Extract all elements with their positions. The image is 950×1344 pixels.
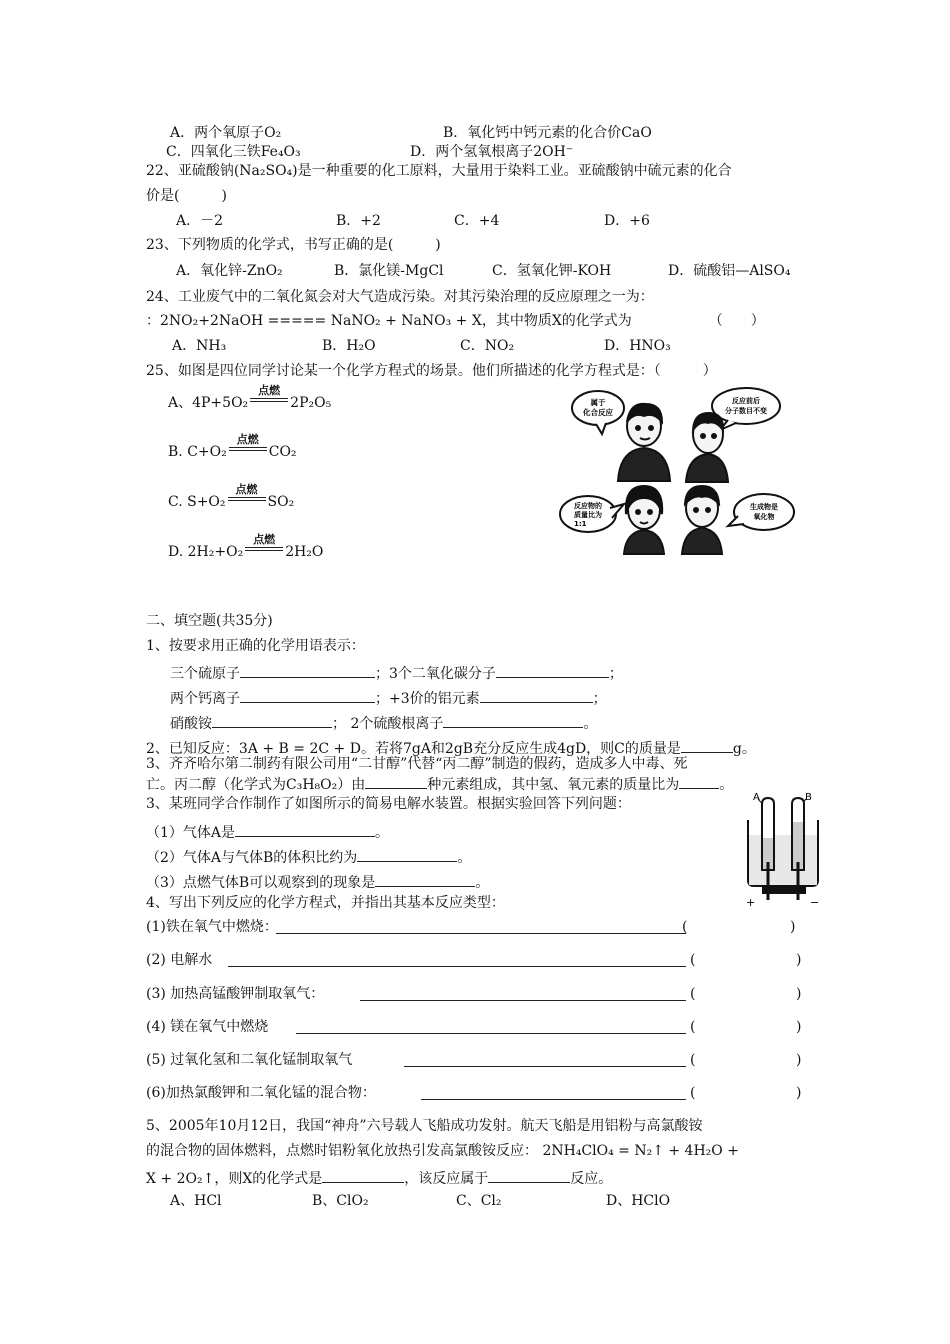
speech-bubble-2 (712, 388, 780, 424)
q25-option-b-reactants: B. C+O₂ (168, 444, 227, 460)
condition-label: 点燃 (253, 533, 276, 546)
q22-stem-line2: 价是( ) (146, 188, 227, 204)
fill-q4-item (146, 1051, 352, 1069)
q23-option-c: C．氢氧化钾-KOH (492, 263, 612, 279)
fill-q4-stem: 4、写出下列反应的化学方程式，并指出其基本反应类型： (146, 895, 505, 911)
q25-option-d (168, 533, 324, 561)
plus-terminal: + (746, 896, 756, 909)
condition-label: 点燃 (258, 384, 281, 397)
q24-option-c: C．NO₂ (460, 338, 515, 354)
fill-q5-option-a: A、HCl (170, 1193, 222, 1209)
reaction-type-close: ) (796, 986, 802, 1002)
fill-q1-end: 。 (583, 716, 598, 732)
svg-text:质量比为: 质量比为 (574, 511, 602, 519)
q25-option-b (168, 433, 297, 461)
q23-option-d: D．硫酸铝—AlSO₄ (668, 263, 791, 279)
q21-option-c: C．四氧化三铁Fe₄O₃ (166, 144, 301, 160)
reaction-type-open: ( (690, 952, 696, 968)
answer-blank[interactable] (375, 871, 475, 887)
svg-text:化合反应: 化合反应 (583, 408, 613, 417)
answer-blank[interactable] (679, 773, 719, 789)
fill-q3b-p2-label: （2）气体A与气体B的体积比约为 (146, 850, 358, 866)
fill-q3b-p1-end: 。 (375, 825, 390, 841)
fill-q1-semicolon: ； (608, 666, 623, 682)
answer-blank[interactable] (357, 846, 457, 862)
fill-q5-line1: 5、2005年10月12日，我国“神舟”六号载人飞船成功发射。航天飞船是用铝粉与高氯酸铵 (146, 1118, 703, 1134)
fill-q4-item (146, 985, 324, 1003)
q24-stem-line2: ：2NO₂+2NaOH ===== NaNO₂ + NaNO₃ + X，其中物质X的化学式为 （ ） (146, 313, 765, 329)
reaction-type-close: ) (790, 919, 796, 935)
answer-blank[interactable] (322, 1167, 404, 1183)
fill-q3a-line1: 3、齐齐哈尔第二制药有限公司用“二甘醇”代替“丙二醇”制造的假药，造成多人中毒、死 (146, 756, 688, 772)
fill-q1-d-label: ；+3价的铝元素 (375, 691, 480, 707)
q25-option-b-product: CO₂ (268, 444, 297, 460)
fill-q5-option-b: B、ClO₂ (312, 1193, 369, 1209)
students-discussion-illustration (558, 386, 798, 556)
reaction-type-close: ) (796, 1052, 802, 1068)
q22-option-b: B．+2 (336, 213, 381, 229)
student-1 (618, 404, 670, 481)
fill-q1-c-label: 两个钙离子 (170, 691, 240, 707)
q22-option-c: C．+4 (454, 213, 500, 229)
svg-text:氧化物: 氧化物 (753, 513, 775, 521)
answer-blank[interactable] (235, 821, 375, 837)
answer-blank[interactable] (496, 662, 609, 678)
student-2 (686, 413, 728, 482)
equation-blank[interactable] (421, 1084, 686, 1100)
q25-stem: 25、如图是四位同学讨论某一个化学方程式的场景。他们所描述的化学方程式是：（ ） (146, 363, 717, 379)
fill-q5-text-a: X + 2O₂↑，则X的化学式是 (146, 1171, 323, 1187)
fill-q3a-text-b: 种元素组成，其中氢、氧元素的质量比为 (427, 777, 680, 793)
q22-stem-line1: 22、亚硫酸钠(Na₂SO₄)是一种重要的化工原料，大量用于染料工业。亚硫酸钠中硫元素的化合 (146, 163, 732, 179)
q24-stem-line1: 24、工业废气中的二氧化氮会对大气造成污染。对其污染治理的反应原理之一为： (146, 289, 654, 305)
q21-option-a: A．两个氧原子O₂ (170, 125, 282, 141)
answer-blank[interactable] (480, 687, 593, 703)
fill-q3b-part1 (146, 821, 389, 842)
minus-terminal: − (810, 896, 820, 909)
q24-option-d: D．HNO₃ (604, 338, 671, 354)
fill-q5-line2: 的混合物的固体燃料，点燃时铝粉氧化放热引发高氯酸铵反应： 2NH₄ClO₄ = N₂↑ + 4H₂O + (146, 1143, 739, 1159)
fill-q5-line3 (146, 1167, 612, 1188)
fill-q4-item (146, 951, 212, 969)
fill-q4-item (146, 918, 278, 936)
fill-q5-option-d: D、HClO (606, 1193, 671, 1209)
student-3 (624, 486, 664, 554)
fill-q1-row3 (170, 712, 597, 733)
reaction-condition (245, 533, 283, 559)
fill-q5-text-c: 反应。 (570, 1171, 613, 1187)
q25-option-a-reactants: A、4P+5O₂ (168, 395, 249, 411)
equation-blank[interactable] (404, 1051, 686, 1067)
q25-option-c (168, 483, 295, 511)
fill-q1-semicolon: ； (592, 691, 607, 707)
reaction-type-open: ( (690, 1019, 696, 1035)
q24-option-b: B．H₂O (322, 338, 376, 354)
reaction-condition (228, 483, 266, 509)
answer-blank[interactable] (365, 773, 427, 789)
fill-q1-e-label: 硝酸铵 (170, 716, 212, 732)
q25-option-c-product: SO₂ (267, 494, 295, 510)
fill-q5-option-c: C、Cl₂ (456, 1193, 502, 1209)
base (762, 886, 806, 894)
reaction-type-open: ( (690, 1085, 696, 1101)
fill-q1-row2 (170, 687, 607, 708)
q23-option-b: B．氯化镁-MgCl (334, 263, 444, 279)
q25-option-a (168, 384, 332, 412)
reaction-condition (229, 433, 267, 459)
q23-option-a: A．氧化锌-ZnO₂ (176, 263, 283, 279)
q24-option-a: A．NH₃ (172, 338, 227, 354)
fill-q3b-part2 (146, 846, 471, 867)
equation-blank[interactable] (228, 951, 686, 967)
svg-text:分子数目不变: 分子数目不变 (725, 407, 767, 415)
fill-q3b-p2-end: 。 (457, 850, 472, 866)
fill-q3a-text-a: 亡。丙二醇（化学式为C₃H₈O₂）由 (146, 777, 366, 793)
q22-option-a: A．－2 (176, 213, 224, 229)
fill-q2-text: 2、已知反应：3A + B = 2C + D。若将7gA和2gB充分反应生成4gD，则C的质量是 (146, 741, 681, 757)
reaction-type-close: ) (796, 1085, 802, 1101)
reaction-type-open: ( (682, 919, 688, 935)
condition-label: 点燃 (235, 483, 258, 496)
fill-q4-item (146, 1084, 376, 1102)
equation-blank[interactable] (276, 918, 686, 934)
electrolysis-apparatus-diagram (740, 790, 825, 910)
q25-option-c-reactants: C. S+O₂ (168, 494, 226, 510)
q21-option-d: D．两个氢氧根离子2OH⁻ (410, 144, 574, 160)
fill-q3b-part3 (146, 871, 489, 892)
fill-q3b-p3-label: （3）点燃气体B可以观察到的现象是 (146, 875, 376, 891)
fill-q4-item (146, 1018, 268, 1036)
fill-q4-item-label: (6)加热氯酸钾和二氧化锰的混合物： (146, 1085, 376, 1101)
q22-option-d: D．+6 (604, 213, 650, 229)
svg-text:反应前后: 反应前后 (732, 397, 760, 405)
fill-q4-item-label: (5) 过氧化氢和二氧化锰制取氧气 (146, 1052, 353, 1068)
reaction-condition (250, 384, 288, 410)
q25-option-d-reactants: D. 2H₂+O₂ (168, 544, 244, 560)
label-a: A (753, 792, 760, 803)
condition-label: 点燃 (236, 433, 259, 446)
answer-blank[interactable] (212, 712, 332, 728)
reaction-type-open: ( (690, 986, 696, 1002)
q25-option-a-product: 2P₂O₅ (290, 395, 332, 411)
answer-blank[interactable] (240, 662, 375, 678)
fill-q3b-p1-label: （1）气体A是 (146, 825, 236, 841)
svg-text:生成物是: 生成物是 (750, 503, 778, 511)
fill-q3b-stem: 3、某班同学合作制作了如图所示的简易电解水装置。根据实验回答下列问题： (146, 796, 631, 812)
fill-q4-item-label: (1)铁在氧气中燃烧： (146, 919, 278, 935)
fill-q4-item-label: (3) 加热高锰酸钾制取氧气： (146, 986, 325, 1002)
student-4 (682, 486, 722, 554)
answer-blank[interactable] (240, 687, 375, 703)
svg-text:1:1: 1:1 (574, 520, 587, 528)
q25-option-d-product: 2H₂O (285, 544, 324, 560)
reaction-type-close: ) (796, 952, 802, 968)
fill-q3a-end: 。 (719, 777, 734, 793)
answer-blank[interactable] (443, 712, 583, 728)
q23-stem: 23、下列物质的化学式，书写正确的是( ) (146, 237, 441, 253)
fill-q1-row1 (170, 662, 623, 683)
section-2-title: 二、填空题(共35分) (146, 613, 273, 629)
fill-q4-item-label: (4) 镁在氧气中燃烧 (146, 1019, 269, 1035)
bubble-text-1: 属于 (590, 398, 606, 407)
answer-blank[interactable] (488, 1167, 570, 1183)
fill-q1-a-label: 三个硫原子 (170, 666, 240, 682)
reaction-type-close: ) (796, 1019, 802, 1035)
fill-q3a-line2 (146, 773, 733, 794)
fill-q2-unit: g。 (732, 741, 756, 757)
answer-blank[interactable] (681, 737, 733, 753)
equation-blank[interactable] (296, 1018, 686, 1034)
svg-text:反应物的: 反应物的 (574, 502, 602, 510)
equation-blank[interactable] (360, 985, 686, 1001)
label-b: B (805, 792, 812, 803)
fill-q3b-p3-end: 。 (475, 875, 490, 891)
q21-option-b: B．氧化钙中钙元素的化合价CaO (443, 125, 652, 141)
fill-q5-text-b: ，该反应属于 (404, 1171, 489, 1187)
fill-q1-b-label: ；3个二氧化碳分子 (375, 666, 496, 682)
fill-q1-stem: 1、按要求用正确的化学用语表示： (146, 638, 365, 654)
water (749, 835, 817, 885)
fill-q1-f-label: ； 2个硫酸根离子 (332, 716, 444, 732)
reaction-type-open: ( (690, 1052, 696, 1068)
fill-q4-item-label: (2) 电解水 (146, 952, 213, 968)
